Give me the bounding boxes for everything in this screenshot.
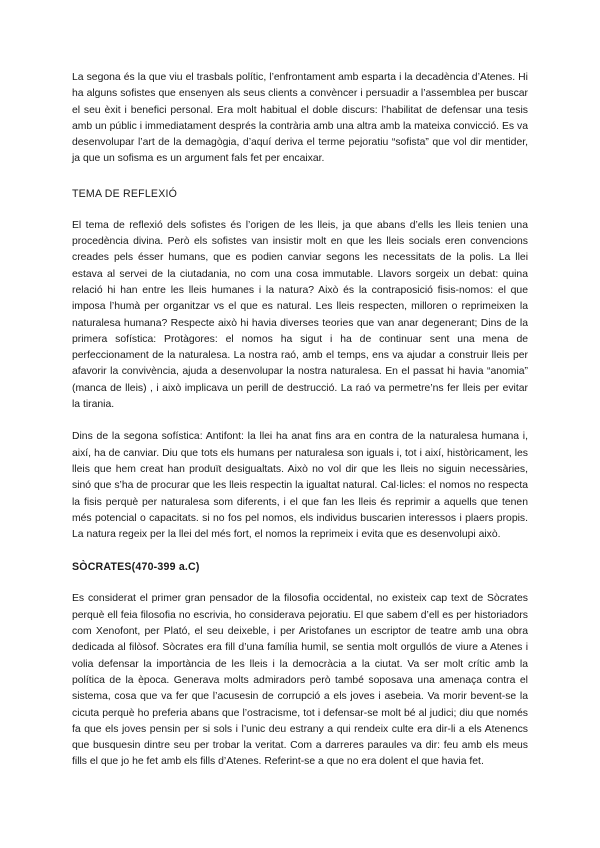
- heading-reflection-theme: TEMA DE REFLEXIÓ: [72, 187, 178, 200]
- paragraph-origin-of-laws: El tema de reflexió dels sofistes és l’origen de les lleis, ja que abans d’ells les lleis tenien una procedència divina. Però els sofistes van insistir molt en que les lleis socials eren convencions creades pels ésser humans, que es podien canviar segons les necessitats de la polis. La llei estava al servei de la ciutadania, no com una cosa immutable. Llavors sorgeix un debat: quina relació hi han entre les lleis humanes i la natura? Això és la contraposició fisis-nomos: el que imposa l’humà per organitzar vs el que es natural. Les lleis respecten, milloren o reprimeixen la naturalesa humana? Respecte això hi havia diverses teories que van anar degenerant; Dins de la primera sofística: Protàgores: el nomos ha sigut i ha de continuar sent una mena de perfeccionament de la naturalesa. La nostra raó, amb el temps, ens va ajudar a construir lleis per afavorir la convivència, ajuda a desenvolupar la nostra naturalesa. En el passat hi havia “anomia” (manca de lleis) , i això implicava un perill de destrucció. La raó va permetre’ns fer lleis per evitar la tirania.: [72, 219, 528, 411]
- paragraph-second-sophistic-decline: La segona és la que viu el trasbals polític, l’enfrontament amb esparta i la decadència d’Atenes. Hi ha alguns sofistes que ensenyen als seus clients a convèncer i persuadir a l’assemblea per buscar el seu èxit i benefici personal. Era molt habitual el doble discurs: l’habilitat de defensar una tesis amb un públic i immediatament després la contrària amb una altra amb la mateixa convicció. Es va desenvolupar l’art de la demagògia, d’aquí deriva el terme pejoratiu “sofista” que vol dir mentider, ja que un sofisma es un argument fals fet per encaixar.: [72, 72, 528, 165]
- paragraph-socrates-bio: Es considerat el primer gran pensador de la filosofia occidental, no existeix cap text de Sòcrates perquè ell feia filosofia no escrivia, ho considerava pejoratiu. El que sabem d’ell es per historiadors com Xenofont, per Plató, el seu deixeble, i per Aristofanes un escriptor de teatre amb una obra dedicada al filòsof. Sòcrates era fill d’una família humil, se sentia molt orgullós de viure a Atenes i volia defensar la importància de les lleis i la democràcia a la ciutat. Va ser molt crític amb la política de la època. Generava molts admiradors però també soposava una amenaça contra el sistema, cosa que va fer que l’acusesin de corrupció a els joves i asebeia. Va morir bevent-se la cicuta perquè ho preferia abans que l’ostracisme, tot i defensar-se molt bé al judici; diu que només fa que els joves pensin per si sols i l’unic deu estrany a qui rendeix culte era dir-li a els Atenencs que busquesin dintre seu per trobar la veritat. Com a darreres paraules va dir: feu amb els meus fills el que jo he fet amb els fills d’Atenes. Referint-se a que no era dolent el que havia fet.: [72, 593, 528, 768]
- paragraph-second-sophistic-antiphon: Dins de la segona sofística: Antifont: la llei ha anat fins ara en contra de la naturalesa humana i, així, ha de canviar. Diu que tots els humans per naturalesa son iguals i, tot i així, històricament, les lleis que hem creat han produït desigualtats. Això no vol dir que les lleis no siguin necessàries, sinó que s’ha de procurar que les lleis respectin la igualtat natural. Cal·licles: el nomos no respecta la fisis perquè per naturalesa som diferents, i el que fan les lleis és reprimir a aquells que tenen més potencial o capacitats. si no fos pel nomos, els individus buscarien interessos i plaers propis. La natura regeix per la llei del més fort, el nomos la reprimeix i evita que es desenvolupi això.: [72, 431, 528, 541]
- heading-socrates: SÒCRATES(470-399 a.C): [72, 561, 200, 574]
- document-page: [72, 70, 528, 771]
